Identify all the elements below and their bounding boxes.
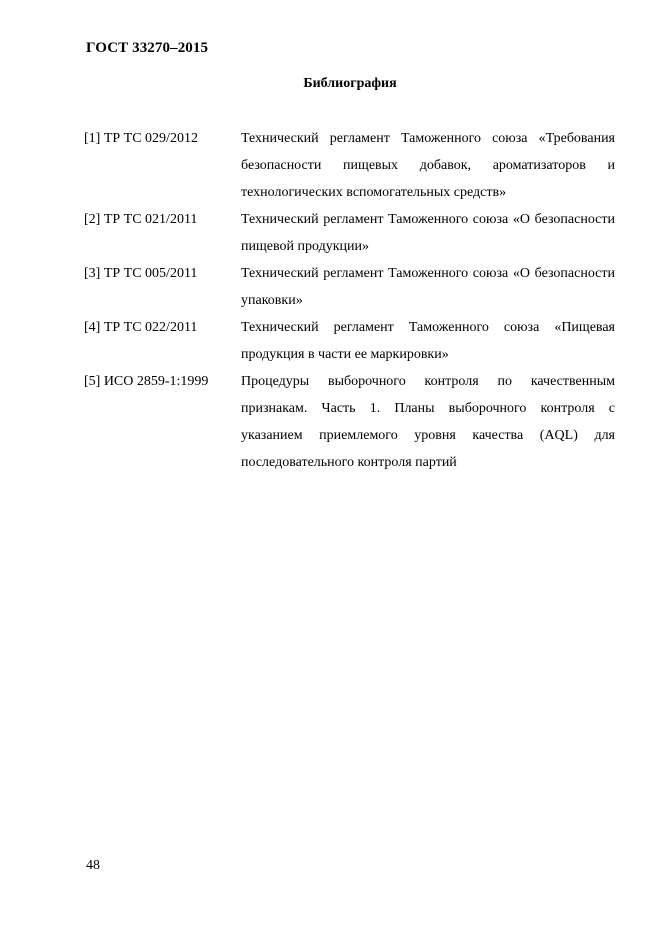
bibliography-title: Технический регламент Таможенного союза «О безопасности пищевой продукции» bbox=[241, 212, 615, 254]
bibliography-title: Технический регламент Таможенного союза «Пищевая продукция в части ее маркировки» bbox=[241, 320, 615, 362]
bibliography-title: Процедуры выборочного контроля по качественным признакам. Часть 1. Планы выборочного контроля с указанием приемлемого уровня качества (AQL) для последовательного контроля партий bbox=[241, 374, 615, 470]
bibliography-entry bbox=[84, 314, 615, 368]
bibliography-ref: [5] ИСО 2859-1:1999 bbox=[84, 374, 209, 389]
section-heading: Библиография bbox=[303, 76, 397, 91]
bibliography-entry bbox=[84, 368, 615, 476]
bibliography-ref: [3] ТР ТС 005/2011 bbox=[84, 266, 198, 281]
document-code: ГОСТ 33270–2015 bbox=[86, 40, 209, 56]
bibliography-list bbox=[84, 125, 615, 476]
bibliography-ref: [2] ТР ТС 021/2011 bbox=[84, 212, 198, 227]
bibliography-ref: [4] ТР ТС 022/2011 bbox=[84, 320, 198, 335]
bibliography-entry bbox=[84, 206, 615, 260]
bibliography-entry bbox=[84, 260, 615, 314]
bibliography-ref: [1] ТР ТС 029/2012 bbox=[84, 131, 198, 146]
bibliography-title: Технический регламент Таможенного союза «Требования безопасности пищевых добавок, ароматизаторов и технологических вспомогательных средств» bbox=[241, 131, 615, 200]
bibliography-title: Технический регламент Таможенного союза «О безопасности упаковки» bbox=[241, 266, 615, 308]
bibliography-entry bbox=[84, 125, 615, 206]
page-number: 48 bbox=[86, 858, 100, 873]
